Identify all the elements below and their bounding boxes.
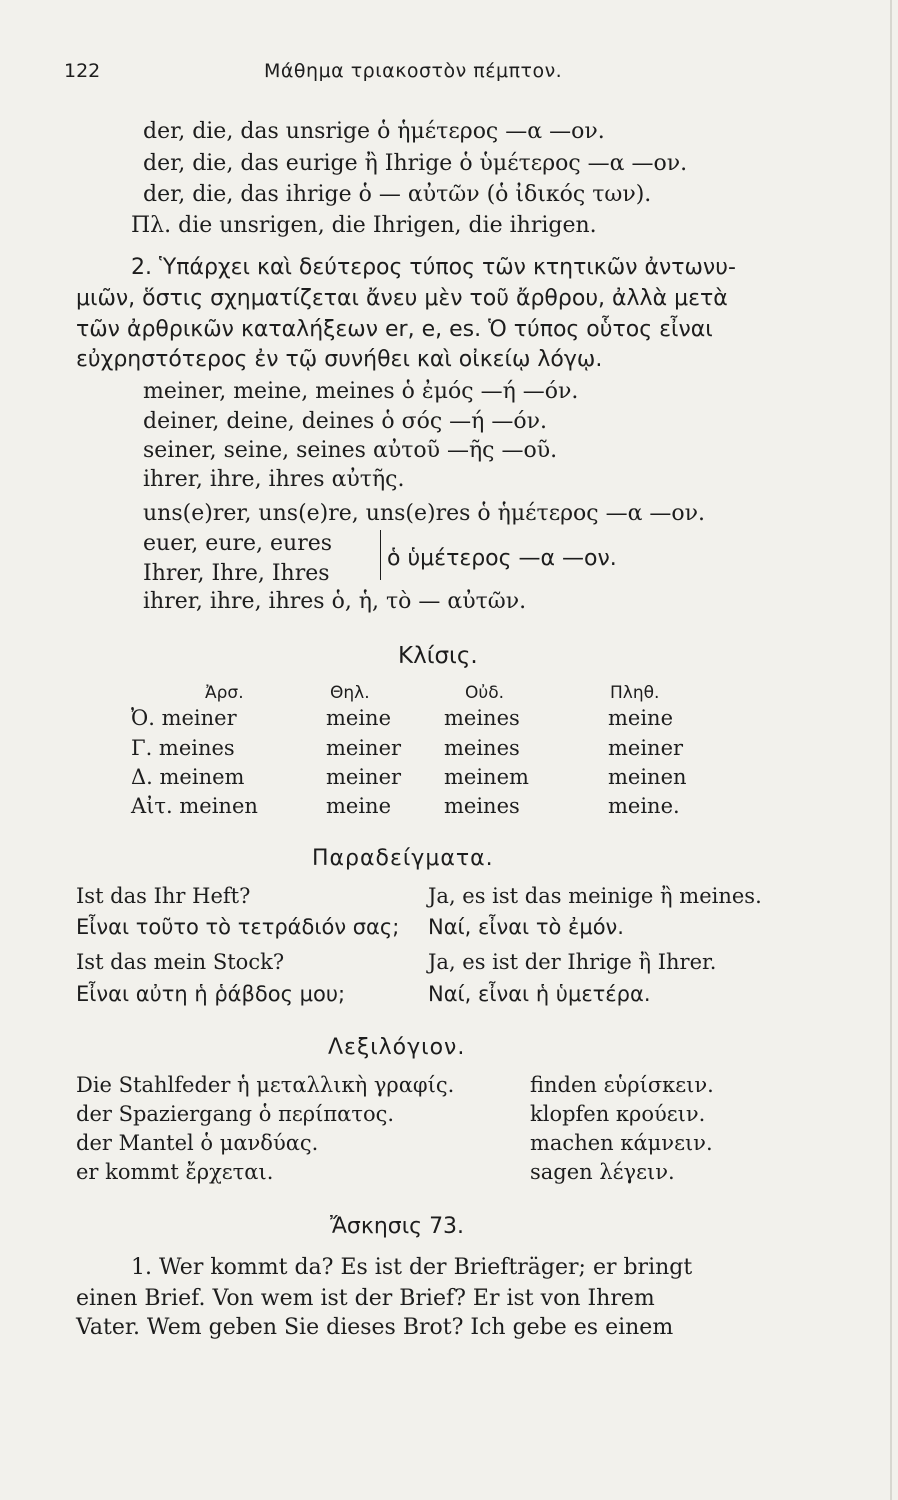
vocab-right-3: machen κάμνειν. — [530, 1131, 713, 1155]
exercise-line-3: Vater. Wem geben Sie dieses Brot? Ich gebe es einem — [76, 1315, 674, 1340]
klisis-row-2-col-3: meines — [444, 736, 520, 760]
klisis-row-2-col-4: meiner — [608, 736, 684, 760]
example-de-2-answer: Ja, es ist der Ihrige ἢ Ihrer. — [428, 950, 717, 974]
klisis-row-4-col-4: meine. — [608, 794, 680, 818]
klisis-row-4-col-3: meines — [444, 794, 520, 818]
lexilogion-title: Λεξιλόγιον. — [328, 1035, 466, 1060]
exercise-line-2: einen Brief. Von wem ist der Brief? Er ist von Ihrem — [76, 1286, 655, 1311]
example-de-1: Ist das Ihr Heft? — [76, 884, 251, 908]
para2-line-2: μιῶν, ὅστις σχηματίζεται ἄνευ μὲν τοῦ ἄρθρου, ἀλλὰ μετὰ — [76, 286, 728, 311]
vocab-right-1: finden εὑρίσκειν. — [530, 1073, 714, 1097]
para2-line-3: τῶν ἀρθρικῶν καταλήξεων er, e, es. Ὁ τύπος οὗτος εἶναι — [76, 317, 713, 342]
klisis-row-3-col-3: meinem — [444, 765, 529, 789]
page-edge — [890, 0, 892, 1500]
para2-line-4: εὐχρηστότερος ἐν τῷ συνήθει καὶ οἰκείῳ λόγῳ. — [76, 347, 603, 372]
klisis-row-1-col-4: meine — [608, 706, 674, 730]
klisis-header-plural: Πληθ. — [610, 683, 660, 703]
klisis-header-masc: Ἀρσ. — [205, 683, 244, 703]
klisis-row-3-col-4: meinen — [608, 765, 687, 789]
klisis-title: Κλίσις. — [398, 643, 478, 669]
example-el-1-answer: Ναί, εἶναι τὸ ἐμόν. — [428, 915, 624, 939]
vocab-left-1: Die Stahlfeder ἡ μεταλλικὴ γραφίς. — [76, 1073, 455, 1097]
klisis-row-3-col-1: Δ. meinem — [131, 765, 245, 789]
plural-line: Πλ. die unsrigen, die Ihrigen, die ihrigen. — [131, 213, 597, 238]
para2-line-1: 2. Ὑπάρχει καὶ δεύτερος τύπος τῶν κτητικῶν ἀντωνυ- — [131, 255, 736, 280]
example-el-1: Εἶναι τοῦτο τὸ τετράδιόν σας; — [76, 915, 400, 939]
form-ihrer: ihrer, ihre, ihres αὐτῆς. — [143, 467, 405, 492]
paradeigmata-title: Παραδείγματα. — [312, 846, 494, 871]
exercise-line-1: 1. Wer kommt da? Es ist der Briefträger; er bringt — [131, 1255, 693, 1280]
vocab-left-4: er kommt ἔρχεται. — [76, 1160, 274, 1184]
klisis-row-3-col-2: meiner — [326, 765, 402, 789]
klisis-row-1-col-3: meines — [444, 706, 520, 730]
form-unserer: uns(e)rer, uns(e)re, uns(e)res ὁ ἡμέτερος —α —ον. — [143, 501, 706, 526]
vocab-right-2: klopfen κρούειν. — [530, 1102, 706, 1126]
klisis-header-fem: Θηλ. — [330, 683, 370, 703]
brace-mark — [370, 530, 381, 580]
vocab-left-2: der Spaziergang ὁ περίπατος. — [76, 1102, 395, 1126]
form-Ihrer: Ihrer, Ihre, Ihres — [143, 561, 330, 586]
form-euer: euer, eure, eures — [143, 531, 333, 556]
klisis-row-1-col-1: Ὀ. meiner — [131, 706, 237, 730]
example-de-1-answer: Ja, es ist das meinige ἢ meines. — [428, 884, 762, 908]
vocab-left-3: der Mantel ὁ μανδύας. — [76, 1131, 319, 1155]
possessive-line-1: der, die, das unsrige ὁ ἡμέτερος —α —ον. — [143, 119, 605, 144]
klisis-row-2-col-2: meiner — [326, 736, 402, 760]
form-seiner: seiner, seine, seines αὐτοῦ —ῆς —οῦ. — [143, 438, 558, 463]
brace-gloss: ὁ ὑμέτερος —α —ον. — [387, 546, 617, 571]
example-de-2: Ist das mein Stock? — [76, 950, 285, 974]
askisis-title: Ἄσκησις 73. — [330, 1214, 465, 1239]
klisis-row-4-col-1: Αἰτ. meinen — [131, 794, 258, 818]
page-number: 122 — [64, 60, 101, 82]
form-deiner: deiner, deine, deines ὁ σός —ή —όν. — [143, 409, 547, 434]
klisis-row-2-col-1: Γ. meines — [131, 736, 235, 760]
klisis-row-1-col-2: meine — [326, 706, 392, 730]
klisis-row-4-col-2: meine — [326, 794, 392, 818]
possessive-line-2: der, die, das eurige ἢ Ihrige ὁ ὑμέτερος —α —ον. — [143, 151, 688, 176]
example-el-2: Εἶναι αὐτη ἡ ῥάβδος μου; — [76, 982, 346, 1006]
vocab-right-4: sagen λέγειν. — [530, 1160, 675, 1184]
form-ihrer-plural: ihrer, ihre, ihres ὁ, ἡ, τὸ — αὐτῶν. — [143, 589, 527, 614]
possessive-line-3: der, die, das ihrige ὁ — αὐτῶν (ὁ ἰδικός των). — [143, 182, 652, 207]
form-meiner: meiner, meine, meines ὁ ἐμός —ή —όν. — [143, 379, 579, 404]
running-title: Μάθημα τριακοστὸν πέμπτον. — [264, 60, 563, 82]
klisis-header-neut: Οὐδ. — [465, 683, 505, 703]
example-el-2-answer: Ναί, εἶναι ἡ ὑμετέρα. — [428, 982, 651, 1006]
